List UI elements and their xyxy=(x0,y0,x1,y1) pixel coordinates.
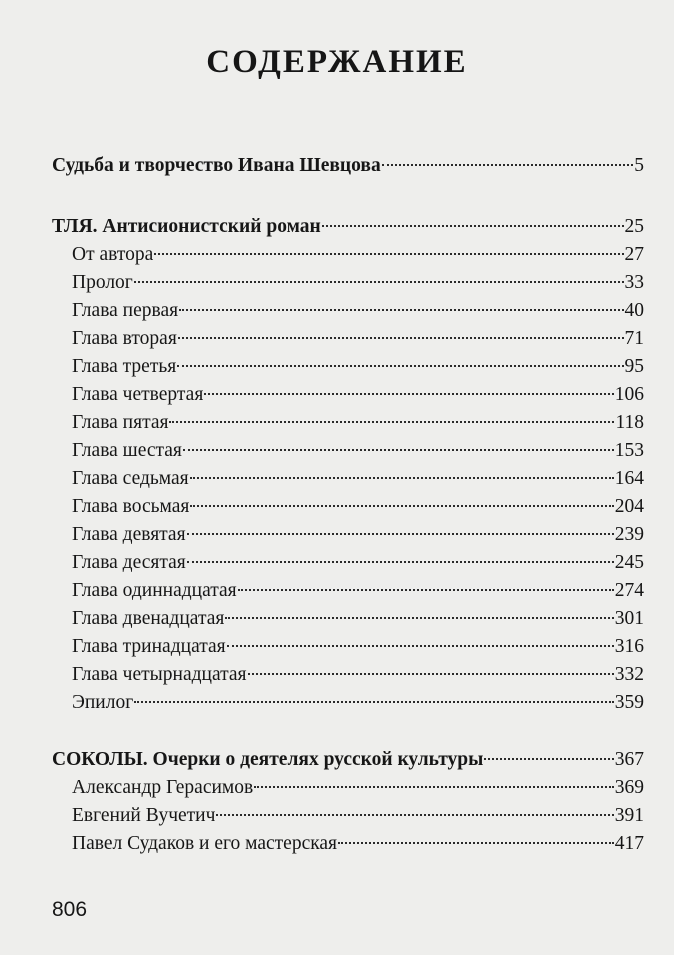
toc-entry-page: 245 xyxy=(614,552,644,573)
dot-leader xyxy=(216,814,613,816)
dot-leader xyxy=(322,225,624,227)
toc-entry-page: 367 xyxy=(614,749,644,770)
toc-entry-title: Глава тринадцатая xyxy=(72,636,226,657)
toc-entry[interactable] xyxy=(52,465,644,493)
dot-leader xyxy=(204,393,613,395)
dot-leader xyxy=(187,533,614,535)
toc-section-essays xyxy=(52,746,644,858)
toc-entry[interactable] xyxy=(52,241,644,269)
toc-entry-title: Глава девятая xyxy=(72,524,186,545)
toc-entry-title: Евгений Вучетич xyxy=(72,805,216,826)
toc-entry[interactable] xyxy=(52,802,644,830)
toc-entry-page: 40 xyxy=(624,300,644,321)
toc-entry[interactable] xyxy=(52,689,644,717)
toc-entry-title: ТЛЯ. Антисионистский роман xyxy=(52,216,321,237)
dot-leader xyxy=(190,505,613,507)
toc-entry-page: 25 xyxy=(624,216,644,237)
toc-entry-page: 332 xyxy=(614,664,644,685)
toc-section-biography xyxy=(52,152,644,180)
dot-leader xyxy=(227,645,614,647)
toc-entry[interactable] xyxy=(52,213,644,241)
dot-leader xyxy=(154,253,623,255)
toc-entry[interactable] xyxy=(52,381,644,409)
toc-entry[interactable] xyxy=(52,409,644,437)
toc-entry[interactable] xyxy=(52,325,644,353)
toc-entry[interactable] xyxy=(52,746,644,774)
toc-entry-title: Глава четвертая xyxy=(72,384,204,405)
toc-entry-page: 239 xyxy=(614,524,644,545)
dot-leader xyxy=(484,758,613,760)
toc-entry-title: Глава двенадцатая xyxy=(72,608,225,629)
toc-entry[interactable] xyxy=(52,830,644,858)
dot-leader xyxy=(183,449,614,451)
dot-leader xyxy=(177,365,623,367)
toc-entry[interactable] xyxy=(52,493,644,521)
dot-leader xyxy=(179,309,623,311)
toc-entry-title: Глава одиннадцатая xyxy=(72,580,237,601)
toc-entry-title: Александр Герасимов xyxy=(72,777,254,798)
page-title: СОДЕРЖАНИЕ xyxy=(206,44,468,80)
toc-entry[interactable] xyxy=(52,152,644,180)
toc-entry-page: 301 xyxy=(614,608,644,629)
toc-entry-page: 274 xyxy=(614,580,644,601)
dot-leader xyxy=(382,164,634,166)
toc-entry-page: 106 xyxy=(614,384,644,405)
dot-leader xyxy=(134,281,624,283)
toc-entry[interactable] xyxy=(52,661,644,689)
toc-entry-page: 118 xyxy=(615,412,644,433)
dot-leader xyxy=(254,786,614,788)
dot-leader xyxy=(178,337,624,339)
toc-entry[interactable] xyxy=(52,353,644,381)
toc-entry-page: 153 xyxy=(614,440,644,461)
toc-entry-title: Павел Судаков и его мастерская xyxy=(72,833,338,854)
toc-entry-page: 316 xyxy=(614,636,644,657)
toc-entry-title: Пролог xyxy=(72,272,133,293)
toc-entry-title: Глава четырнадцатая xyxy=(72,664,247,685)
toc-entry[interactable] xyxy=(52,437,644,465)
toc-entry[interactable] xyxy=(52,577,644,605)
toc-entry-page: 359 xyxy=(614,692,644,713)
toc-entry-title: Глава пятая xyxy=(72,412,169,433)
dot-leader xyxy=(338,842,614,844)
toc-entry-page: 71 xyxy=(624,328,644,349)
toc-entry-title: Глава шестая xyxy=(72,440,182,461)
dot-leader xyxy=(134,701,614,703)
toc-entry-title: Судьба и творчество Ивана Шевцова xyxy=(52,155,381,176)
toc-entry-page: 204 xyxy=(614,496,644,517)
toc-entry-title: Глава десятая xyxy=(72,552,186,573)
dot-leader xyxy=(238,589,614,591)
toc-entry-page: 391 xyxy=(614,805,644,826)
toc-entry[interactable] xyxy=(52,774,644,802)
toc-entry[interactable] xyxy=(52,549,644,577)
toc-entry-page: 33 xyxy=(624,272,644,293)
dot-leader xyxy=(248,673,614,675)
toc-entry-page: 417 xyxy=(614,833,644,854)
toc-entry-title: Глава седьмая xyxy=(72,468,189,489)
toc-entry-title: Глава восьмая xyxy=(72,496,190,517)
toc-section-novel xyxy=(52,213,644,717)
toc-entry[interactable] xyxy=(52,605,644,633)
toc-entry-page: 164 xyxy=(614,468,644,489)
toc-entry-title: Глава первая xyxy=(72,300,179,321)
toc-entry-page: 95 xyxy=(624,356,644,377)
dot-leader xyxy=(225,617,613,619)
toc-entry-title: От автора xyxy=(72,244,154,265)
toc-entry-page: 369 xyxy=(614,777,644,798)
page-number: 806 xyxy=(52,898,88,921)
toc-entry-title: Глава третья xyxy=(72,356,177,377)
dot-leader xyxy=(190,477,614,479)
toc-entry[interactable] xyxy=(52,521,644,549)
toc-entry[interactable] xyxy=(52,269,644,297)
toc-entry-title: СОКОЛЫ. Очерки о деятелях русской культуры xyxy=(52,749,484,770)
toc-entry-page: 27 xyxy=(624,244,644,265)
toc-entry[interactable] xyxy=(52,633,644,661)
dot-leader xyxy=(187,561,614,563)
toc-entry-title: Глава вторая xyxy=(72,328,177,349)
toc-entry-page: 5 xyxy=(634,155,644,176)
toc-entry-title: Эпилог xyxy=(72,692,134,713)
toc-entry[interactable] xyxy=(52,297,644,325)
dot-leader xyxy=(169,421,614,423)
